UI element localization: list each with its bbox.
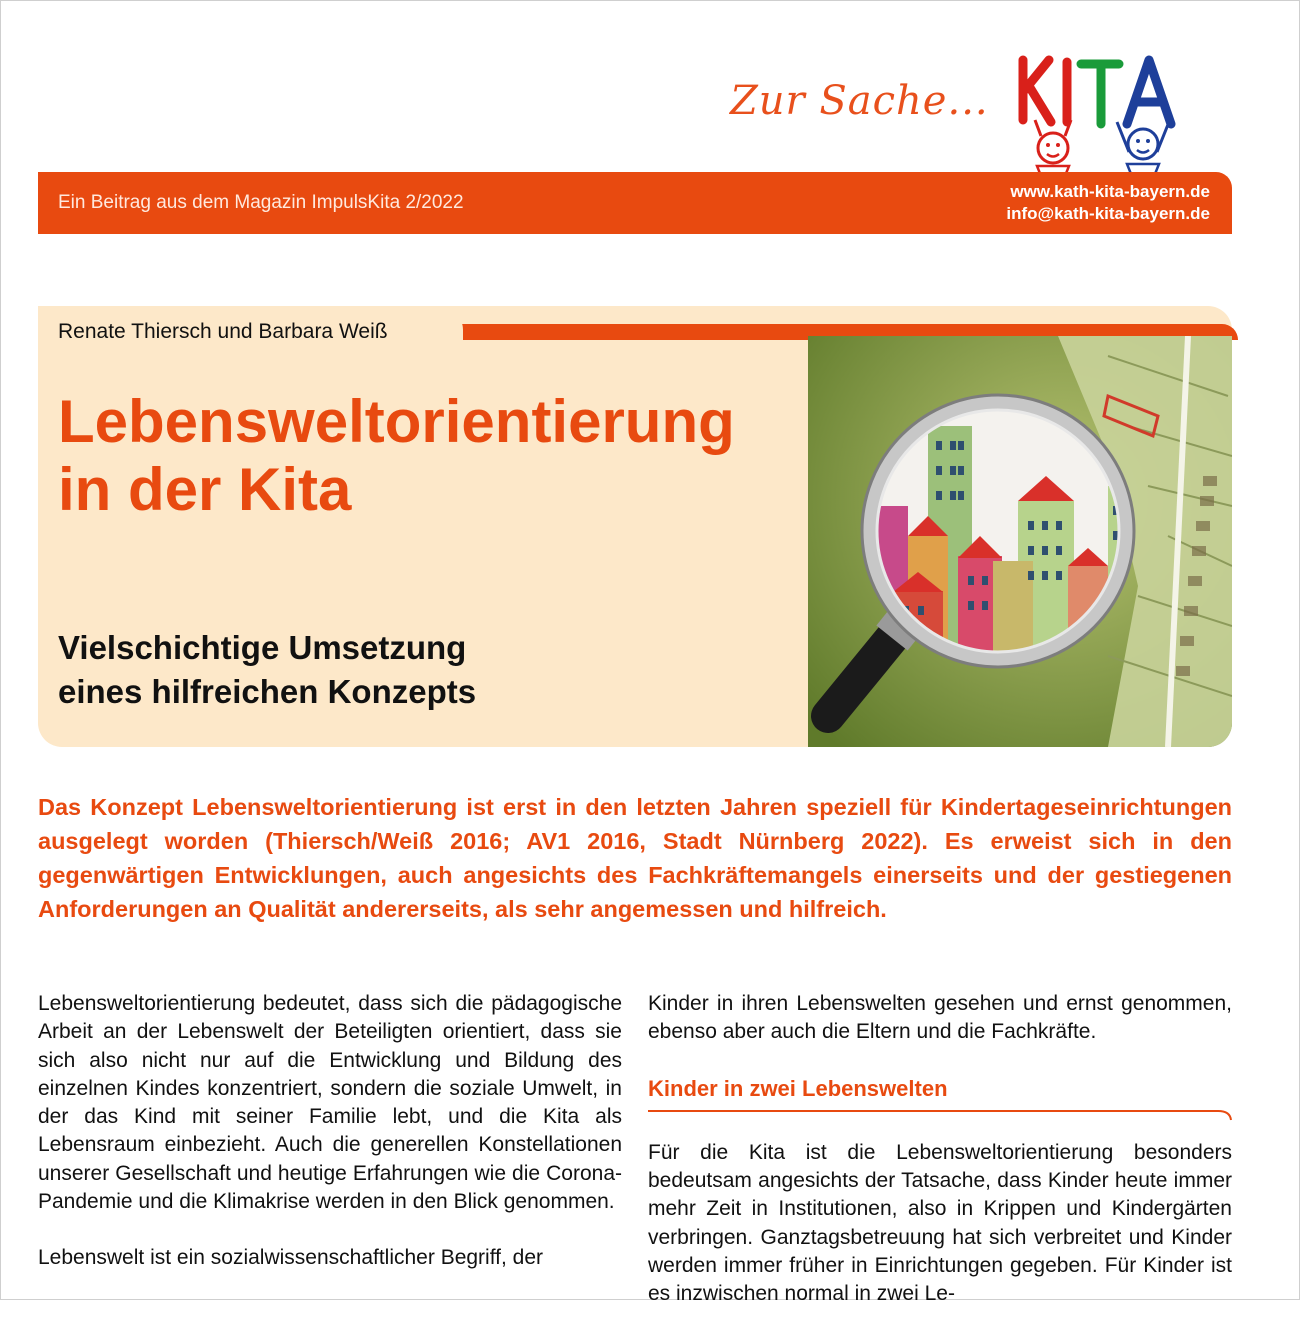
right-column <box>648 990 1232 1337</box>
brand-tagline: Zur Sache... <box>730 78 989 124</box>
article-title <box>58 388 735 524</box>
top-banner <box>38 172 1232 234</box>
body-paragraph: Lebensweltorientierung bedeutet, dass sich die pädagogische Arbeit an der Lebenswelt der Beteiligten orientiert, dass sie sich also nicht nur auf die Entwicklung und Bildung des einzelnen Kindes konzentriert, sondern die soziale Umwelt, in der das Kind mit seiner Familie lebt, und die Kita als Lebensraum einbezieht. Auch die generellen Konstellationen unserer Gesellschaft und heutige Erfahrungen wie die Corona-Pandemie und die Klimakrise werden in den Blick genommen. <box>38 992 622 1214</box>
website-link[interactable]: www.kath-kita-bayern.de <box>1010 182 1210 201</box>
lead-paragraph: Das Konzept Lebensweltorientierung ist erst in den letzten Jahren speziell für Kindertageseinrichtungen ausgelegt worden (Thiersch/Weiß 2016; AV1 2016, Stadt Nürnberg 2022). Es erweist sich in den gegenwärtigen Entwicklungen, auch angesichts des Fachkräftemangels einerseits und der gestiegenen Anforderungen an Qualität andererseits, als sehr angemessen und hilfreich. <box>38 794 1232 922</box>
email-link[interactable]: info@kath-kita-bayern.de <box>1006 204 1210 223</box>
title-line-2: in der Kita <box>58 456 352 523</box>
authors: Renate Thiersch und Barbara Weiß <box>58 320 388 343</box>
magnifier-illustration <box>808 336 1232 747</box>
body-paragraph: Kinder in ihren Lebenswelten gesehen und ernst genommen, ebenso aber auch die Eltern und die Fachkräfte. <box>648 992 1232 1044</box>
body-paragraph: Für die Kita ist die Lebensweltorientierung besonders bedeutsam angesichts der Tatsache, dass Kinder heute immer mehr Zeit in Institutionen, also in Krippen und Kindergärten verbringen. Ganztagsbetreuung hat sich verbreitet und Kinder werden immer früher in Einrichtungen gegeben. Für Kinder ist es inzwischen normal in zwei Le- <box>648 1140 1232 1306</box>
heading-underline <box>648 1109 1232 1121</box>
contact-block <box>1006 181 1210 225</box>
source-note: Ein Beitrag aus dem Magazin ImpulsKita 2/2022 <box>58 192 464 213</box>
section-heading: Kinder in zwei Lebenswelten <box>648 1075 948 1101</box>
subtitle-line-2: eines hilfreichen Konzepts <box>58 673 477 710</box>
article-subtitle <box>58 626 476 714</box>
subtitle-line-1: Vielschichtige Umsetzung <box>58 629 467 666</box>
kita-logo <box>1015 48 1185 176</box>
body-paragraph: Lebenswelt ist ein sozialwissenschaftlicher Begriff, der <box>38 1246 544 1270</box>
left-column <box>38 990 622 1301</box>
hero-section <box>38 306 1232 747</box>
title-line-1: Lebensweltorientierung <box>58 388 735 455</box>
brand-header <box>720 48 1190 178</box>
